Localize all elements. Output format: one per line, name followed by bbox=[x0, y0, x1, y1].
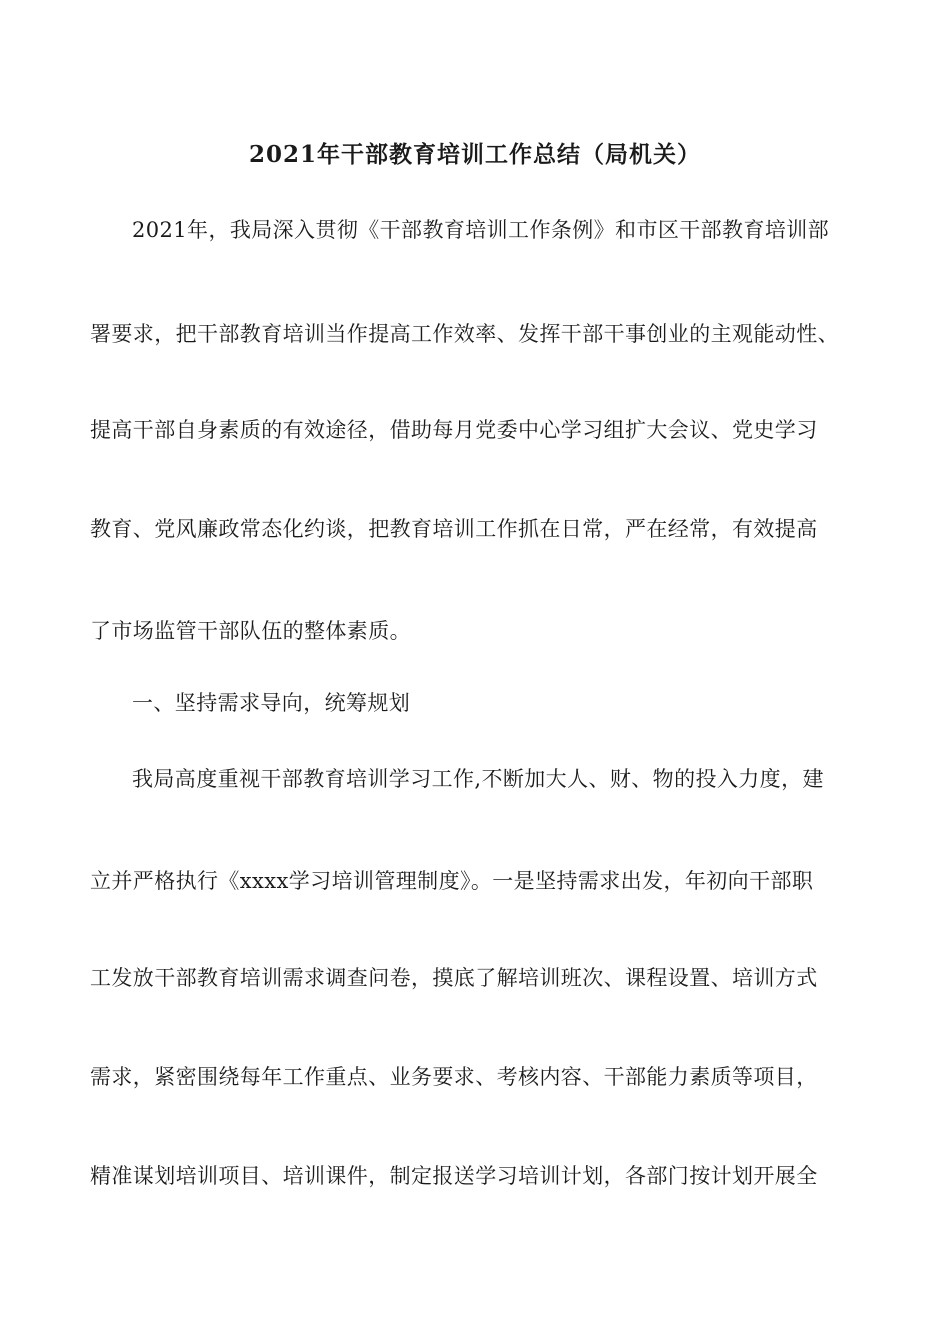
paragraph-2-line-1: 我局高度重视干部教育培训学习工作,不断加大人、财、物的投入力度，建 bbox=[132, 767, 824, 791]
section-1-heading: 一、坚持需求导向，统筹规划 bbox=[132, 691, 411, 715]
paragraph-2-line-3: 工发放干部教育培训需求调查问卷，摸底了解培训班次、课程设置、培训方式 bbox=[90, 966, 818, 990]
document-title: 2021年干部教育培训工作总结（局机关） bbox=[248, 141, 701, 168]
paragraph-1-line-5: 了市场监管干部队伍的整体素质。 bbox=[90, 619, 411, 643]
paragraph-1-line-4: 教育、党风廉政常态化约谈，把教育培训工作抓在日常，严在经常，有效提高 bbox=[90, 517, 818, 541]
paragraph-1-line-2: 署要求，把干部教育培训当作提高工作效率、发挥干部干事创业的主观能动性、 bbox=[90, 322, 839, 346]
paragraph-2-line-2: 立并严格执行《xxxx学习培训管理制度》。一是坚持需求出发，年初向干部职 bbox=[90, 869, 814, 893]
paragraph-2-line-5: 精准谋划培训项目、培训课件，制定报送学习培训计划，各部门按计划开展全 bbox=[90, 1164, 818, 1188]
paragraph-1-line-3: 提高干部自身素质的有效途径，借助每月党委中心学习组扩大会议、党史学习 bbox=[90, 418, 818, 442]
paragraph-1-line-1: 2021年，我局深入贯彻《干部教育培训工作条例》和市区干部教育培训部 bbox=[132, 218, 830, 242]
paragraph-2-line-4: 需求，紧密围绕每年工作重点、业务要求、考核内容、干部能力素质等项目， bbox=[90, 1065, 818, 1089]
